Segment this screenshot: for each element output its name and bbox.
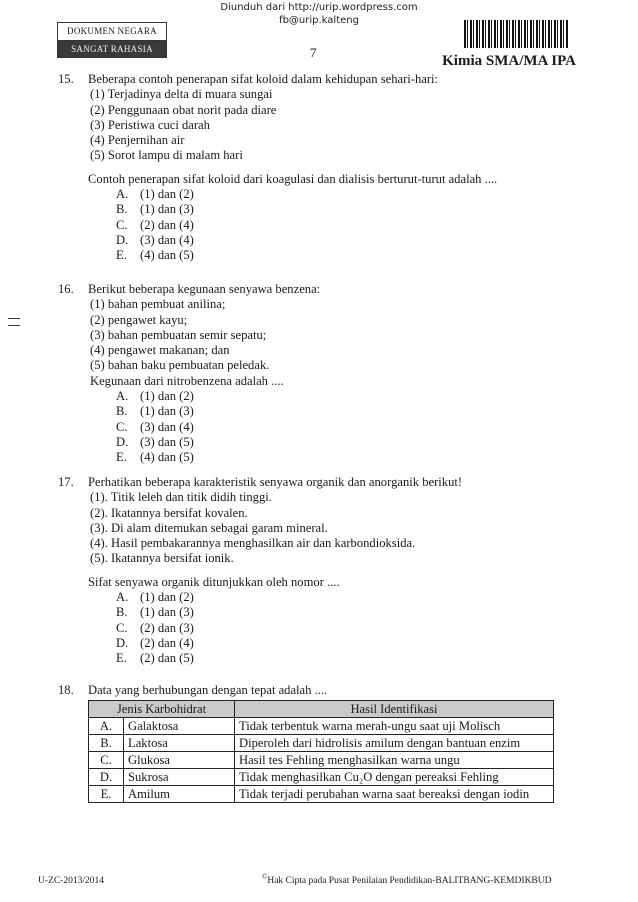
option-letter: C.	[116, 620, 128, 635]
answer-option[interactable]	[116, 404, 568, 419]
list-item: (4). Hasil pembakarannya menghasilkan air dan karbondioksida.	[90, 536, 416, 551]
table-row[interactable]	[89, 735, 554, 752]
document-classification-box	[57, 22, 167, 58]
answer-option[interactable]	[116, 248, 568, 263]
option-text: (4) dan (5)	[140, 450, 194, 465]
option-text: (3) dan (5)	[140, 434, 194, 449]
option-text: (1) dan (2)	[140, 187, 194, 202]
answer-option[interactable]	[116, 420, 568, 435]
option-letter: D.	[116, 635, 129, 650]
answer-option[interactable]	[116, 233, 568, 248]
download-contact-line: fb@urip.kalteng	[279, 15, 359, 26]
download-source-line: Diunduh dari http://urip.wordpress.com	[220, 2, 418, 13]
question-stem: Berikut beberapa kegunaan senyawa benzena:	[88, 282, 321, 296]
question-stem: Data yang berhubungan dengan tepat adalah ....	[88, 683, 328, 697]
option-letter: E.	[116, 450, 127, 465]
option-letter: C.	[116, 419, 128, 434]
list-item: (3) bahan pembuatan semir sepatu;	[90, 327, 267, 342]
question-prompt: Sifat senyawa organik ditunjukkan oleh nomor ....	[88, 574, 340, 589]
question-stem: Beberapa contoh penerapan sifat koloid dalam kehidupan sehari-hari:	[88, 72, 439, 86]
option-letter: D.	[116, 232, 129, 247]
row-jenis: Laktosa	[124, 735, 235, 752]
list-item: (5) Sorot lampu di malam hari	[90, 148, 243, 163]
option-letter: B.	[116, 202, 128, 217]
table-row[interactable]	[89, 718, 554, 735]
list-item: (5) bahan baku pembuatan peledak.	[90, 358, 270, 373]
row-letter: C.	[89, 752, 124, 769]
option-letter: D.	[116, 434, 129, 449]
answer-option[interactable]	[116, 636, 568, 651]
question-number: 18.	[58, 683, 74, 697]
list-item: (1). Titik leleh dan titik didih tinggi.	[90, 490, 272, 505]
row-letter: D.	[89, 769, 124, 786]
page-number: 7	[310, 45, 317, 60]
list-item: (3) Peristiwa cuci darah	[90, 117, 210, 132]
column-header-hasil: Hasil Identifikasi	[235, 701, 554, 718]
list-item: (4) Penjernihan air	[90, 133, 185, 148]
answer-option[interactable]	[116, 389, 568, 404]
row-jenis: Sukrosa	[124, 769, 235, 786]
exam-code: U-ZC-2013/2014	[38, 876, 104, 886]
option-text: (3) dan (4)	[140, 419, 194, 434]
row-hasil: Tidak terjadi perubahan warna saat bereaksi dengan iodin	[235, 786, 554, 803]
list-item: (3). Di alam ditemukan sebagai garam mineral.	[90, 520, 328, 535]
column-header-jenis: Jenis Karbohidrat	[89, 701, 235, 718]
row-hasil: Hasil tes Fehling menghasilkan warna ungu	[235, 752, 554, 769]
list-item: (1) Terjadinya delta di muara sungai	[90, 87, 273, 102]
carbohydrate-data-table	[88, 700, 554, 803]
option-letter: A.	[116, 389, 129, 404]
row-hasil: Diperoleh dari hidrolisis amilum dengan bantuan enzim	[235, 735, 554, 752]
question-number: 15.	[58, 72, 74, 86]
list-item: (2) Penggunaan obat norit pada diare	[90, 102, 277, 117]
option-text: (1) dan (3)	[140, 605, 194, 620]
option-letter: B.	[116, 404, 128, 419]
list-item: (4) pengawet makanan; dan	[90, 343, 230, 358]
answer-option[interactable]	[116, 450, 568, 465]
barcode-icon	[464, 20, 568, 48]
table-row[interactable]	[89, 786, 554, 803]
answer-option[interactable]	[116, 621, 568, 636]
answer-option[interactable]	[116, 218, 568, 233]
answer-option[interactable]	[116, 187, 568, 202]
option-letter: B.	[116, 605, 128, 620]
answer-option[interactable]	[116, 202, 568, 217]
table-row[interactable]	[89, 752, 554, 769]
option-text: (4) dan (5)	[140, 248, 194, 263]
option-text: (1) dan (2)	[140, 590, 194, 605]
row-letter: A.	[89, 718, 124, 735]
option-letter: A.	[116, 187, 129, 202]
option-letter: C.	[116, 217, 128, 232]
option-letter: A.	[116, 590, 129, 605]
question-number: 17.	[58, 475, 74, 489]
list-item: (2). Ikatannya bersifat kovalen.	[90, 505, 248, 520]
question-prompt: Contoh penerapan sifat koloid dari koagulasi dan dialisis berturut-turut adalah ....	[88, 171, 498, 186]
question-stem: Perhatikan beberapa karakteristik senyawa organik dan anorganik berikut!	[88, 475, 463, 489]
row-hasil: Tidak menghasilkan Cu₂O dengan pereaksi Fehling	[235, 769, 554, 786]
option-text: (2) dan (3)	[140, 620, 194, 635]
answer-option[interactable]	[116, 435, 568, 450]
list-item: (2) pengawet kayu;	[90, 312, 188, 327]
option-text: (2) dan (4)	[140, 635, 194, 650]
list-item: (5). Ikatannya bersifat ionik.	[90, 551, 234, 566]
row-hasil: Tidak terbentuk warna merah-ungu saat uji Molisch	[235, 718, 554, 735]
option-text: (2) dan (4)	[140, 217, 194, 232]
option-letter: E.	[116, 248, 127, 263]
table-header-row	[89, 701, 554, 718]
secret-label: SANGAT RAHASIA	[58, 41, 166, 57]
doc-label: DOKUMEN NEGARA	[58, 23, 166, 41]
row-letter: B.	[89, 735, 124, 752]
option-text: (1) dan (2)	[140, 389, 194, 404]
option-letter: E.	[116, 651, 127, 666]
option-text: (1) dan (3)	[140, 404, 194, 419]
option-text: (1) dan (3)	[140, 202, 194, 217]
subject-title: Kimia SMA/MA IPA	[442, 53, 576, 69]
copyright-notice	[262, 873, 552, 886]
row-jenis: Galaktosa	[124, 718, 235, 735]
row-jenis: Glukosa	[124, 752, 235, 769]
question-prompt: Kegunaan dari nitrobenzena adalah ....	[90, 373, 284, 388]
table-row[interactable]	[89, 769, 554, 786]
list-item: (1) bahan pembuat anilina;	[90, 297, 226, 312]
row-jenis: Amilum	[124, 786, 235, 803]
answer-option[interactable]	[116, 605, 568, 620]
answer-option[interactable]	[116, 651, 568, 666]
copyright-text: Hak Cipta pada Pusat Penilaian Pendidikan-BALITBANG-KEMDIKBUD	[267, 876, 552, 887]
margin-mark-icon	[8, 318, 20, 326]
answer-option[interactable]	[116, 590, 568, 605]
copyright-mark: ©	[262, 873, 268, 881]
option-text: (2) dan (5)	[140, 651, 194, 666]
row-letter: E.	[89, 786, 124, 803]
question-number: 16.	[58, 282, 74, 296]
option-text: (3) dan (4)	[140, 232, 194, 247]
